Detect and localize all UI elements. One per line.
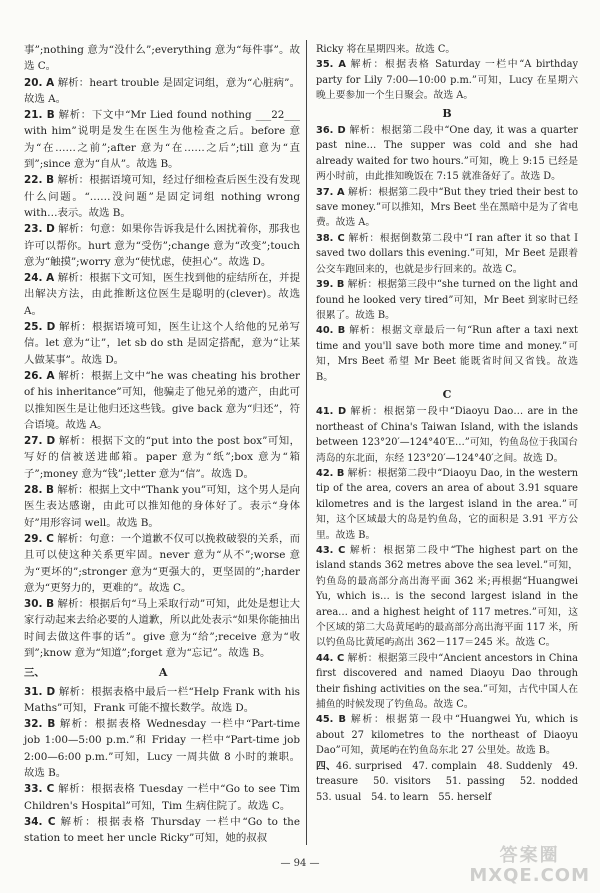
answer-explanation: 解析：根据语境可知，医生让这个人给他的兄弟写信。let 意为“让”，let sb do sth 是固定搭配，意为“让某人做某事”。故选 D。 bbox=[24, 321, 300, 366]
answer-entry bbox=[316, 404, 578, 466]
answer-entry bbox=[24, 814, 300, 847]
answer-entry bbox=[24, 684, 300, 717]
answer-number: 43. C bbox=[316, 545, 346, 556]
answer-explanation: 解析：heart trouble 是固定词组，意为“心脏病”。故选 A。 bbox=[24, 76, 300, 105]
answer-explanation: 解析：根据下文可知，医生找到他的症结所在，并提出解决方法，由此推断这位医生是聪明的(clever)。故选 A。 bbox=[24, 272, 300, 317]
section-c-heading: C bbox=[442, 387, 452, 401]
answer-entry bbox=[24, 482, 300, 531]
answer-explanation: 解析：根据表格 Saturday 一栏中“A birthday party for Lily 7:00—10:00 p.m.”可知，Lucy 在星期六晚上要参加一个生日聚会。故选 A。 bbox=[316, 59, 578, 102]
answer-explanation: 解析：根据文章最后一句“Run after a taxi next time and you'll save both more time and money.”可知，Mrs Beet 希望 Mr Beet 能既省时间又省钱。故选 B。 bbox=[316, 325, 578, 383]
answer-entry bbox=[24, 172, 300, 221]
answer-explanation: 解析：根据第一段中“Diaoyu Dao… are in the northeast of China's Taiwan Island, with the islands between 123°20′—124°40′E…”可知，钓鱼岛位于我国台湾岛的东北面，东经 123°20′—124°40′之间。故选 D。 bbox=[316, 406, 578, 464]
answer-number: 37. A bbox=[316, 186, 345, 198]
answer-entry bbox=[24, 319, 300, 368]
answer-number: 34. C bbox=[24, 815, 56, 828]
section-a-heading: A bbox=[158, 666, 168, 680]
left-column bbox=[24, 42, 300, 847]
answer-entry bbox=[24, 781, 300, 814]
answer-entry bbox=[316, 185, 578, 231]
answer-number: 36. D bbox=[316, 125, 346, 137]
answer-entry bbox=[316, 57, 578, 103]
answer-entry bbox=[316, 231, 578, 277]
answer-entry bbox=[24, 75, 300, 108]
answer-explanation: 解析：根据语境可知，经过仔细检查后医生没有发现什么问题。“……没问题”是固定词组 nothing wrong with…表示。故选 B。 bbox=[24, 174, 300, 219]
answer-number: 45. B bbox=[316, 714, 346, 726]
section-b-heading: B bbox=[442, 106, 452, 120]
answer-number: 29. C bbox=[24, 532, 54, 545]
answer-number: 25. D bbox=[24, 321, 56, 334]
answer-entry bbox=[24, 107, 300, 172]
answer-number: 32. B bbox=[24, 718, 56, 731]
site-watermark bbox=[469, 846, 590, 886]
answer-entry bbox=[316, 277, 578, 323]
answer-entry bbox=[316, 323, 578, 385]
answer-entry bbox=[316, 123, 578, 185]
answer-explanation: 解析：根据表格 Thursday 一栏中“Go to the station to meet her uncle Ricky”可知，她的叔叔 bbox=[24, 815, 300, 845]
answer-number: 35. A bbox=[316, 59, 346, 71]
answer-entry bbox=[24, 270, 300, 319]
part3-header bbox=[24, 663, 300, 683]
answer-number: 30. B bbox=[24, 598, 55, 611]
watermark-top-text: 答案圈 bbox=[499, 845, 560, 866]
answer-entry bbox=[316, 712, 578, 758]
answer-number: 24. A bbox=[24, 272, 55, 285]
answer-explanation: 解析：下文中“Mr Lied found nothing ___22___ with him”说明是发生在医生为他检查之后。before 意为“在……之前”;after 意为“在……之后”;till 意为“直到”;since 意为“自从”。故选 B。 bbox=[24, 109, 300, 171]
answer-explanation: 解析：根据表格中最后一栏“Help Frank with his Maths”可知，Frank 可能不擅长数学。故选 D。 bbox=[24, 685, 300, 714]
answer-number: 26. A bbox=[24, 369, 55, 382]
right-column bbox=[316, 42, 588, 805]
answer-entry bbox=[24, 716, 300, 781]
answer-explanation: 解析：根据表格 Tuesday 一栏中“Go to see Tim Children's Hospital”可知，Tim 生病住院了。故选 C。 bbox=[24, 783, 300, 812]
answer-number: 40. B bbox=[316, 325, 346, 337]
answer-entry bbox=[24, 531, 300, 596]
answer-number: 38. C bbox=[316, 232, 345, 244]
answer-number: 23. D bbox=[24, 223, 55, 236]
answer-explanation: 解析：根据后句“马上采取行动”可知，此处是想让大家行动起来去给必要的人道歉，所以此处表示“如果你能抽出时间去做这件事的话”。give 意为“给”;receive 意为“收到”;know 意为“知道”;forget 意为“忘记”。故选 B。 bbox=[24, 598, 300, 659]
answer-number: 42. B bbox=[316, 467, 345, 479]
answer-entry bbox=[24, 433, 300, 482]
answer-explanation: 解析：根据第二段中“One day, it was a quarter past nine… The supper was cold and she had already waited for two hours.”可知，晚上 9:15 已经是两小时前，由此推知晚饭在 7:15 就准备好了。故选 D。 bbox=[316, 125, 578, 183]
answer-number: 28. B bbox=[24, 484, 54, 497]
answer-explanation: 解析：句意：如果你告诉我是什么困扰着你，那我也许可以帮你。hurt 意为“受伤”;change 意为“改变”;touch 意为“触摸”;worry 意为“使忧虑，使担心”。故选 D。 bbox=[24, 223, 300, 268]
answer-number: 22. B bbox=[24, 174, 55, 187]
answer-explanation: 解析：根据表格 Wednesday 一栏中“Part-time job 1:00—5:00 p.m.”和 Friday 一栏中“Part-time job 2:00—6:00 p.m.”可知，Lucy 一周共做 8 小时的兼职。故选 B。 bbox=[24, 718, 301, 780]
part4-label: 四、 bbox=[316, 760, 337, 772]
right-entries-c bbox=[316, 404, 578, 758]
answer-number: 31. D bbox=[24, 685, 56, 698]
answer-explanation: 解析：根据第二段中“But they tried their best to save money.”可以推知，Mrs Beet 坐在黑暗中是为了省电费。故选 A。 bbox=[316, 186, 579, 229]
answer-number: 39. B bbox=[316, 279, 345, 291]
answer-explanation: 解析：根据第二段中“The highest part on the island stands 362 metres above the sea level.”可知，钓鱼岛的最高部分高出海平面 362 米;再根据“Huangwei Yu, which is… is the second largest island in the area… and a highest height of 117 metres.”可知，这个区域的第二大岛黄尾屿的最高部分高出海平面 117 米，所以钓鱼岛比黄尾屿高出 362－117＝245 米。故选 C。 bbox=[316, 545, 578, 649]
answer-explanation: 解析：根据上文中“he was cheating his brother of his inheritance”可知，他骗走了他兄弟的遗产，由此可以推知医生是让他归还这些钱。give back 意为“归还”，符合语境。故选 A。 bbox=[24, 369, 300, 431]
right-entries-a bbox=[316, 57, 578, 103]
left-continuation: 事”;nothing 意为“没什么”;everything 意为“每件事”。故选 C。 bbox=[24, 44, 300, 73]
answer-number: 41. D bbox=[316, 406, 347, 418]
answer-explanation: 解析：根据第三段中“she turned on the light and found he looked very tired”可知，Mr Beet 到家时已经很累了。故选 B。 bbox=[316, 279, 578, 321]
answer-number: 33. C bbox=[24, 783, 55, 796]
answer-explanation: 解析：根据下文的“put into the post box”可知，写好的信被送进邮箱。paper 意为“纸”;box 意为“箱子”;money 意为“钱”;letter 意为“信”。故选 D。 bbox=[24, 435, 300, 480]
part3-entries bbox=[24, 684, 300, 847]
answer-number: 27. D bbox=[24, 435, 56, 448]
answer-entry bbox=[24, 596, 300, 661]
answer-explanation: 解析：根据倒数第二段中“I ran after it so that I saved two dollars this evening.”可知，Mr Beet 是跟着公交车跑回来的，也就是步行回来的。故选 C。 bbox=[316, 232, 578, 275]
answer-entry bbox=[316, 651, 578, 713]
answer-entry bbox=[24, 368, 300, 433]
answer-number: 44. C bbox=[316, 652, 345, 664]
watermark-bottom-text: MXQE.COM bbox=[469, 865, 590, 886]
answer-entry bbox=[316, 543, 578, 651]
answer-explanation: 解析：根据第三段中“Ancient ancestors in China first discovered and named Diaoyu Dao through their fishing activities on the sea.”可知，古代中国人在捕鱼的时候发现了钓鱼岛。故选 C。 bbox=[316, 652, 578, 711]
right-entries-b bbox=[316, 123, 578, 385]
answer-explanation: 解析：根据第二段中“Diaoyu Dao, in the western tip of the area, covers an area of about 3.91 square kilometres and is the largest island in the area.”可知，这个区域最大的岛是钓鱼岛，它的面积是 3.91 平方公里。故选 B。 bbox=[316, 467, 579, 541]
part4-answer-list: 46. surprised 47. complain 48. Suddenly 49. treasure 50. visitors 51. passing 52. nodded 53. usual 54. to learn 55. herself bbox=[316, 760, 588, 803]
page-number: — 94 — bbox=[280, 858, 320, 869]
right-continuation: Ricky 将在星期四来。故选 C。 bbox=[316, 44, 456, 55]
column-divider bbox=[306, 40, 307, 845]
answer-explanation: 解析：根据上文中“Thank you”可知，这个男人是向医生表达感谢，由此可以推知他的身体好了。表示“身体好”用形容词 well。故选 B。 bbox=[24, 484, 300, 529]
answer-number: 21. B bbox=[24, 109, 55, 122]
answer-entry bbox=[316, 466, 578, 543]
answer-number: 20. A bbox=[24, 76, 55, 89]
part3-label: 三、 bbox=[24, 667, 45, 680]
answer-explanation: 解析：句意：一个道歉不仅可以挽救破裂的关系，而且可以使这种关系更牢固。never 意为“从不”;worse 意为“更坏的”;stronger 意为“更强大的，更坚固的”;harder 意为“更努力的，更难的”。故选 C。 bbox=[24, 532, 301, 594]
answer-entry bbox=[24, 221, 300, 270]
answer-explanation: 解析：根据第一段中“Huangwei Yu, which is about 27 kilometres to the northeast of Diaoyu Dao”可知，黄尾屿在钓鱼岛东北 27 公里处。故选 B。 bbox=[316, 714, 578, 757]
part4-answers bbox=[316, 759, 588, 805]
left-entries bbox=[24, 75, 300, 662]
